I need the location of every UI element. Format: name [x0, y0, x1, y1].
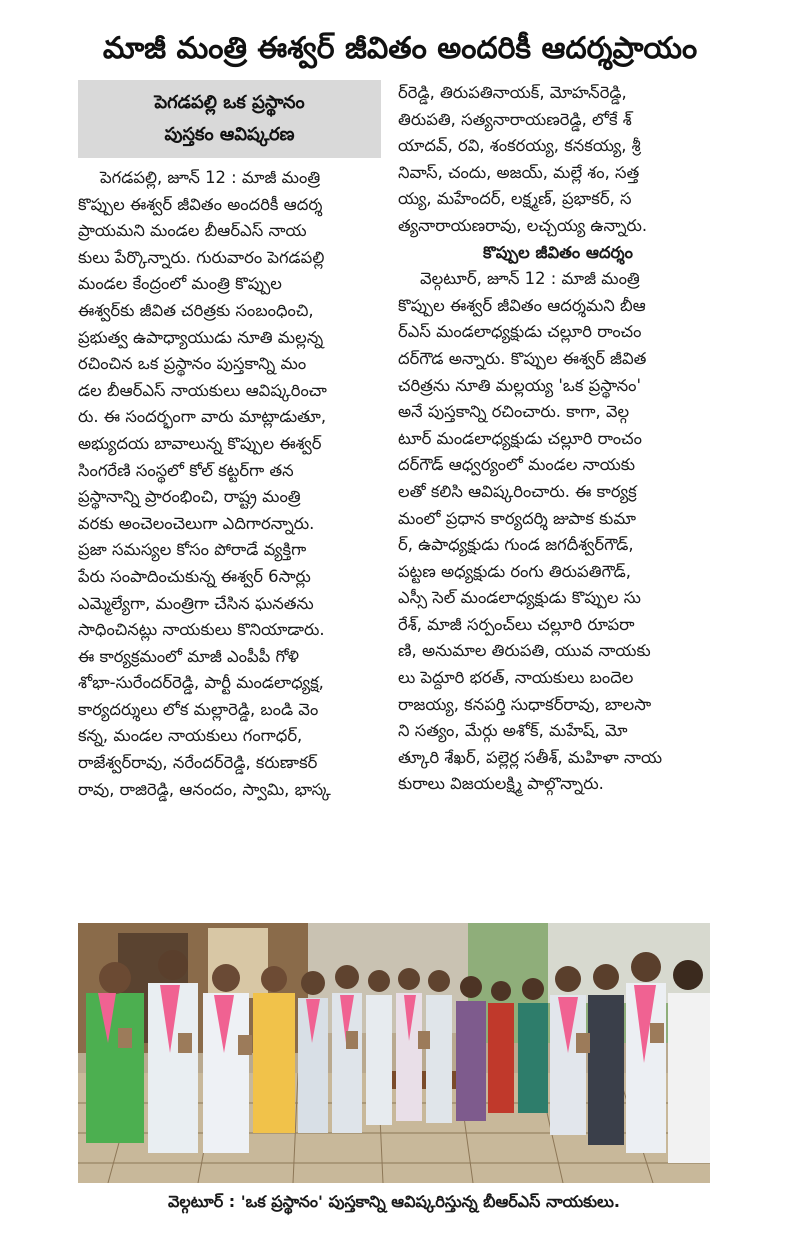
news-photo	[78, 923, 710, 1183]
text-line: చరిత్రను నూతి మల్లయ్య 'ఒక ప్రస్థానం'	[398, 375, 641, 395]
text-line: త్యనారాయణరావు, లచ్చయ్య ఉన్నారు.	[398, 215, 648, 235]
text-line: రాజయ్య, కనపర్తి సుధాకర్‌రావు, బాలసా	[398, 694, 652, 714]
left-column-text	[78, 165, 388, 803]
text-line: కురాలు విజయలక్ష్మి పాల్గొన్నారు.	[398, 774, 604, 794]
bottom-cut-strip	[300, 1236, 800, 1247]
text-line: ఈ కార్యక్రమంలో మాజీ ఎంపీపీ గోళి	[78, 646, 299, 666]
text-line: కన్న, మండల నాయకులు గంగాధర్,	[78, 726, 303, 746]
right-subheading: కొప్పుల జీవితం ఆదర్శం	[483, 242, 633, 262]
text-line: ప్రజా సమస్యల కోసం పోరాడే వ్యక్తిగా	[78, 540, 307, 560]
text-line: పెగడపల్లి, జూన్ 12 : మాజీ మంత్రి	[100, 168, 321, 187]
text-line: రచించిన ఒక ప్రస్థానం పుస్తకాన్ని మం	[78, 354, 307, 374]
text-line: మండల కేంద్రంలో మంత్రి కొప్పుల	[78, 274, 282, 294]
right-column-story	[398, 266, 718, 798]
text-line: య్య, మహేందర్, లక్ష్మణ్, ప్రభాకర్, స	[398, 189, 632, 209]
text-line: తిరుపతి, సత్యనారాయణరెడ్డి, లోకే శ్	[398, 109, 632, 129]
text-line: రు. ఈ సందర్భంగా వారు మాట్లాడుతూ,	[78, 407, 327, 427]
text-line: పట్టణ అధ్యక్షుడు రంగు తిరుపతిగౌడ్,	[398, 561, 631, 581]
text-line: కార్యదర్శులు లోక మల్లారెడ్డి, బండి వెం	[78, 699, 319, 719]
text-line: కొప్పుల ఈశ్వర్ జీవితం ఆదర్శమని బీఆ	[398, 295, 646, 315]
right-column-continuation	[398, 80, 718, 240]
text-line: ప్రాయమని మండల బీఆర్ఎస్ నాయ	[78, 221, 307, 241]
text-line: ణి, అనుమాల తిరుపతి, యువ నాయకు	[398, 641, 651, 661]
text-line: రేశ్, మాజీ సర్పంచ్‌లు చల్లూరి రూపరా	[398, 614, 635, 634]
text-line: దర్‌గౌడ అన్నారు. కొప్పుల ఈశ్వర్ జీవిత	[398, 348, 647, 368]
text-line: కులు పేర్కొన్నారు. గురువారం పెగడపల్లి	[78, 247, 325, 267]
text-line: నివాస్, చందు, అజయ్, మల్లే శం, సత్త	[398, 162, 640, 182]
text-line: వెల్గటూర్, జూన్ 12 : మాజీ మంత్రి	[420, 269, 640, 289]
text-line: ని సత్యం, మేర్గు అశోక్, మహేష్, మో	[398, 721, 628, 741]
text-line: శోభా-సురేందర్‌రెడ్డి, పార్టీ మండలాధ్యక్ష,	[78, 673, 324, 693]
text-line: కొప్పుల ఈశ్వర్ జీవితం అందరికీ ఆదర్శ	[78, 194, 323, 214]
text-line: పేరు సంపాదించుకున్న ఈశ్వర్ 6సార్లు	[78, 566, 311, 586]
text-line: త్కూరి శేఖర్, పల్లెర్ల సతీశ్, మహిళా నాయ	[398, 747, 663, 767]
subheading-line-1: పెగడపల్లి ఒక ప్రస్థానం	[154, 92, 305, 113]
subheading-box	[78, 80, 381, 158]
photo-caption: వెల్గటూర్ : 'ఒక ప్రస్థానం' పుస్తకాన్ని ఆవిష్కరిస్తున్న బీఆర్ఎస్ నాయకులు.	[167, 1192, 621, 1211]
text-line: అనే పుస్తకాన్ని రచించారు. కాగా, వెల్గ	[398, 402, 630, 422]
text-line: ఎమ్మెల్యేగా, మంత్రిగా చేసిన ఘనతను	[78, 593, 314, 613]
text-line: లు పెద్దూరి భరత్, నాయకులు బందెల	[398, 668, 634, 688]
text-line: మంలో ప్రధాన కార్యదర్శి జుపాక కుమా	[398, 508, 636, 528]
text-line: ర్‌రెడ్డి, తిరుపతినాయక్, మోహన్‌రెడ్డి,	[398, 83, 627, 102]
text-line: డల బీఆర్ఎస్ నాయకులు ఆవిష్కరించా	[78, 380, 327, 400]
text-line: సింగరేణి సంస్థలో కోల్ కట్టర్‌గా తన	[78, 460, 294, 480]
text-line: ఈశ్వర్‌కు జీవిత చరిత్రకు సంబంధించి,	[78, 300, 314, 320]
text-line: రావు, రాజిరెడ్డి, ఆనందం, స్వామి, భాస్క	[78, 779, 331, 799]
text-line: యాదవ్, రవి, శంకరయ్య, కనకయ్య, శ్రీ	[398, 136, 641, 156]
subheading-line-2: పుస్తకం ఆవిష్కరణ	[164, 124, 295, 145]
text-line: టూర్ మండలాధ్యక్షుడు చల్లూరి రాంచం	[398, 428, 642, 448]
text-line: ప్రస్థానాన్ని ప్రారంభించి, రాష్ట్ర మంత్రి	[78, 487, 301, 507]
text-line: ప్రభుత్వ ఉపాధ్యాయుడు నూతి మల్లన్న	[78, 327, 324, 347]
text-line: వరకు అంచెలంచెలుగా ఎదిగారన్నారు.	[78, 513, 315, 533]
text-line: ర్ఎస్ మండలాధ్యక్షుడు చల్లూరి రాంచం	[398, 322, 642, 342]
text-line: దర్‌గౌడ్ ఆధ్వర్యంలో మండల నాయకు	[398, 455, 636, 475]
group-photo-image	[78, 923, 710, 1183]
right-column-text	[398, 80, 718, 798]
text-line: రాజేశ్వర్‌రావు, నరేందర్‌రెడ్డి, కరుణాకర్	[78, 753, 318, 773]
text-line: ఎస్సీ సెల్ మండలాధ్యక్షుడు కొప్పుల సు	[398, 588, 641, 608]
text-line: అభ్యుదయ బావాలున్న కొప్పుల ఈశ్వర్	[78, 433, 322, 453]
text-line: సాధించినట్లు నాయకులు కొనియాడారు.	[78, 620, 325, 640]
headline: మాజీ మంత్రి ఈశ్వర్ జీవితం అందరికీ ఆదర్శప్రాయం	[102, 31, 698, 66]
text-line: లతో కలిసి ఆవిష్కరించారు. ఈ కార్యక్ర	[398, 481, 637, 501]
text-line: ర్, ఉపాధ్యక్షుడు గుండ జగదీశ్వర్‌గౌడ్,	[398, 535, 634, 555]
top-cut-strip	[0, 0, 800, 14]
